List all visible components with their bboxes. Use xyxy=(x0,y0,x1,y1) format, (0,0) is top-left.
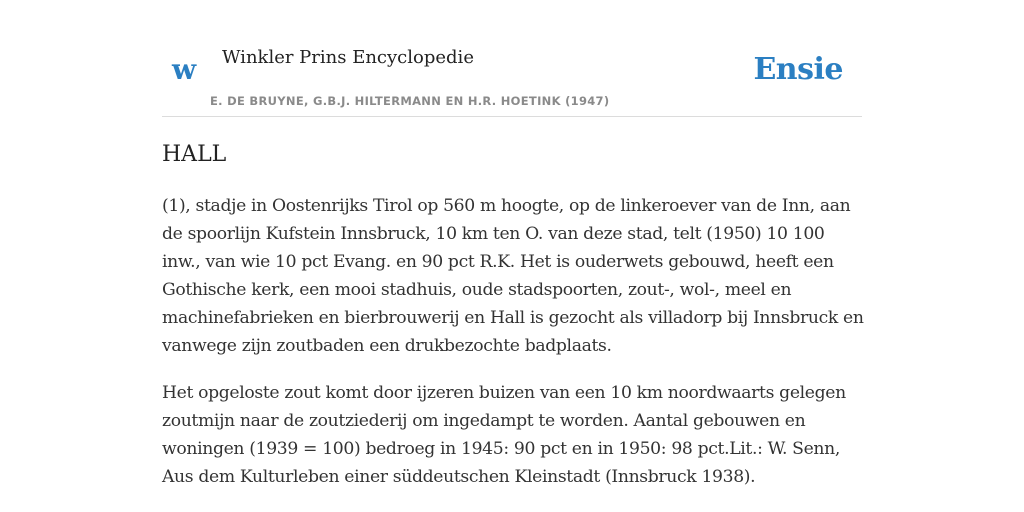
winkler-prins-logo[interactable]: w xyxy=(172,53,197,86)
source-authors: E. DE BRUYNE, G.B.J. HILTERMANN EN H.R. HOETINK (1947) xyxy=(210,94,610,108)
article-headword: HALL xyxy=(162,142,227,167)
source-title[interactable]: Winkler Prins Encyclopedie xyxy=(222,47,474,68)
ensie-logo[interactable]: Ensie xyxy=(753,52,843,87)
article-paragraph: (1), stadje in Oostenrijks Tirol op 560 m hoogte, op de linkeroever van de Inn, aan de spoorlijn Kufstein Innsbruck, 10 km ten O. van deze stad, telt (1950) 10 100 inw., van wie 10 pct Evang. en 90 pct R.K. Het is ouderwets gebouwd, heeft een Gothische kerk, een mooi stadhuis, oude stadspoorten, zout-, wol-, meel en machinefabrieken en bierbrouwerij en Hall is gezocht als villadorp bij Innsbruck en vanwege zijn zoutbaden een drukbezochte badplaats. xyxy=(162,196,864,356)
article-body xyxy=(162,192,864,510)
source-header xyxy=(162,0,862,117)
article-paragraph: Het opgeloste zout komt door ijzeren buizen van een 10 km noordwaarts gelegen zoutmijn naar de zoutziederij om ingedampt te worden. Aantal gebouwen en woningen (1939 = 100) bedroeg in 1945: 90 pct en in 1950: 98 pct.Lit.: W. Senn, Aus dem Kulturleben einer süddeutschen Kleinstadt (Innsbruck 1938). xyxy=(162,383,846,487)
